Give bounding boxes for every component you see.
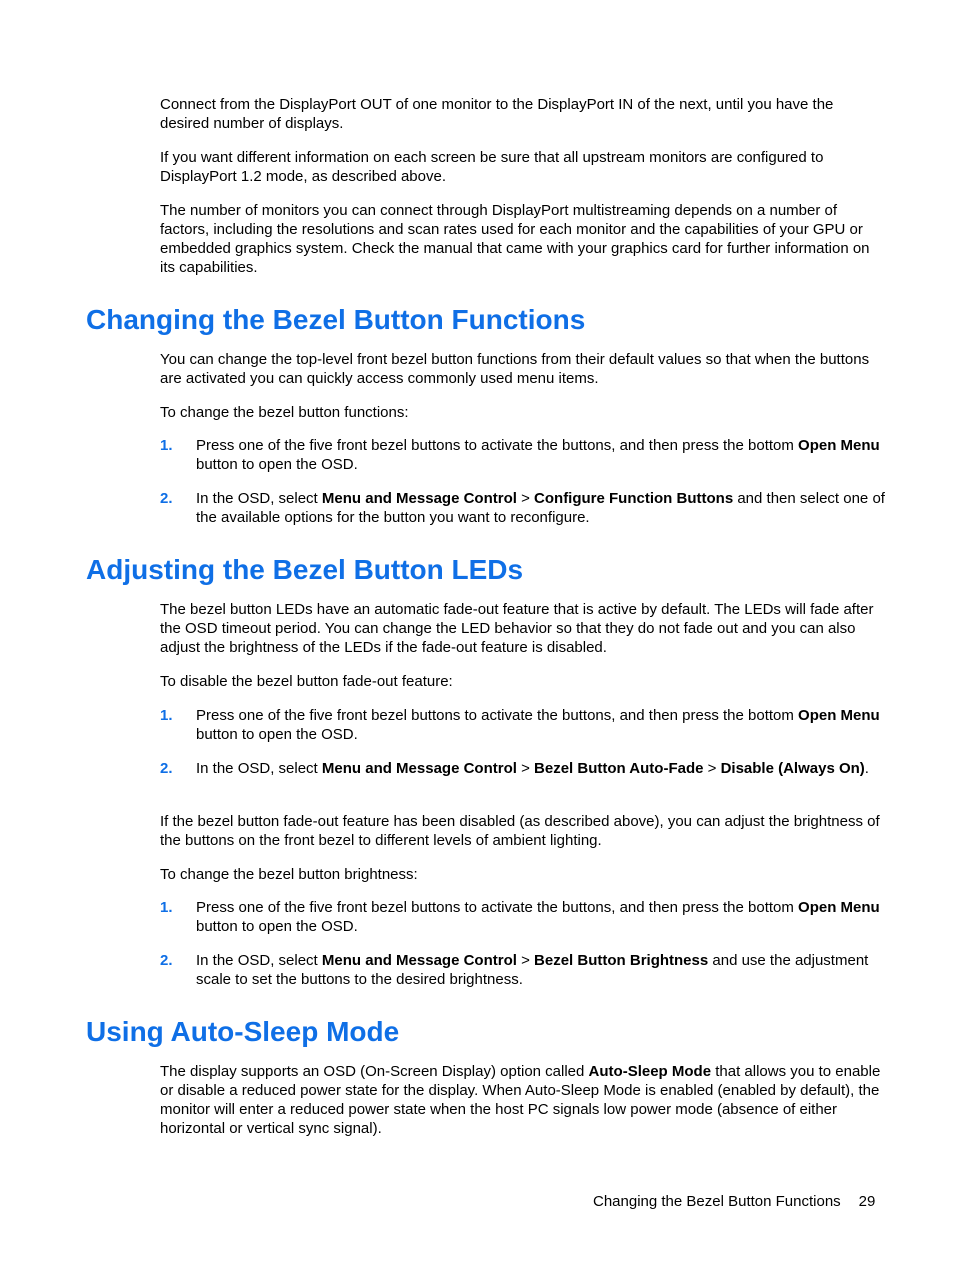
section2-paragraph-2: To disable the bezel button fade-out feature: bbox=[160, 673, 453, 690]
section1-paragraph-2: To change the bezel button functions: bbox=[160, 404, 409, 421]
section3-paragraph-1: The display supports an OSD (On-Screen Display) option called Auto-Sleep Mode that allows you to enable or disable a reduced power state for the display. When Auto-Sleep Mode is enabled (enabled by default), the monitor will enter a reduced power state when the host PC signals low power mode (absence of either horizontal or vertical sync signal). bbox=[160, 1063, 881, 1137]
step-number: 1. bbox=[160, 437, 173, 454]
page-number: 29 bbox=[858, 1193, 876, 1210]
section2-paragraph-3: If the bezel button fade-out feature has been disabled (as described above), you can adjust the brightness of the buttons on the front bezel to different levels of ambient lighting. bbox=[160, 813, 880, 849]
section2-paragraph-1: The bezel button LEDs have an automatic fade-out feature that is active by default. The LEDs will fade after the OSD timeout period. You can change the LED behavior so that they do not fade out and you can also adjust the brightness of the LEDs if the fade-out feature is disabled. bbox=[160, 601, 874, 656]
step-number: 1. bbox=[160, 899, 173, 916]
intro-paragraph-3: The number of monitors you can connect through DisplayPort multistreaming depends on a number of factors, including the resolutions and scan rates used for each monitor and the capabilities of your GPU or embedded graphics system. Check the manual that came with your graphics card for further information on its capabilities. bbox=[160, 202, 870, 276]
section-heading-auto-sleep: Using Auto-Sleep Mode bbox=[86, 1016, 400, 1047]
step-text: In the OSD, select Menu and Message Control > Bezel Button Brightness and use the adjustment scale to set the buttons to the desired brightness. bbox=[196, 952, 869, 988]
page-footer bbox=[593, 1192, 875, 1211]
step-number: 2. bbox=[160, 952, 173, 969]
step-text: Press one of the five front bezel buttons to activate the buttons, and then press the bottom Open Menu button to open the OSD. bbox=[196, 437, 880, 473]
step-text: In the OSD, select Menu and Message Control > Bezel Button Auto-Fade > Disable (Always On). bbox=[196, 760, 869, 777]
section1-paragraph-1: You can change the top-level front bezel button functions from their default values so that when the buttons are activated you can quickly access commonly used menu items. bbox=[160, 351, 870, 387]
step-number: 1. bbox=[160, 707, 173, 724]
section-heading-bezel-leds: Adjusting the Bezel Button LEDs bbox=[86, 554, 524, 585]
step-number: 2. bbox=[160, 490, 173, 507]
intro-paragraph-2: If you want different information on each screen be sure that all upstream monitors are configured to DisplayPort 1.2 mode, as described above. bbox=[160, 149, 824, 185]
step-text: In the OSD, select Menu and Message Control > Configure Function Buttons and then select one of the available options for the button you want to reconfigure. bbox=[196, 490, 885, 526]
section-heading-bezel-functions: Changing the Bezel Button Functions bbox=[86, 304, 586, 335]
step-text: Press one of the five front bezel buttons to activate the buttons, and then press the bottom Open Menu button to open the OSD. bbox=[196, 707, 880, 743]
step-text: Press one of the five front bezel buttons to activate the buttons, and then press the bottom Open Menu button to open the OSD. bbox=[196, 899, 880, 935]
section2-paragraph-4: To change the bezel button brightness: bbox=[160, 866, 418, 883]
footer-section-title: Changing the Bezel Button Functions bbox=[593, 1193, 841, 1210]
intro-paragraph-1: Connect from the DisplayPort OUT of one monitor to the DisplayPort IN of the next, until you have the desired number of displays. bbox=[160, 96, 834, 132]
step-number: 2. bbox=[160, 760, 173, 777]
